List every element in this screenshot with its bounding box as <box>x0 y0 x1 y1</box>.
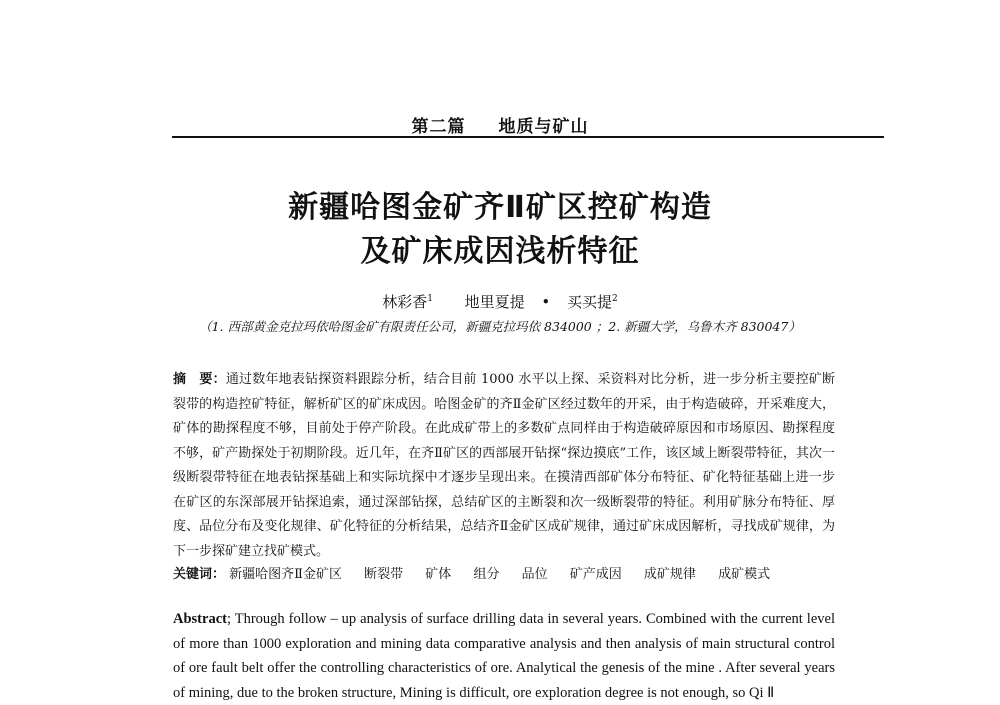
part-label: 第二篇 <box>411 117 466 137</box>
title-line-1: 新疆哈图金矿齐Ⅱ矿区控矿构造 <box>288 190 712 225</box>
section-header <box>0 112 1000 137</box>
keyword-item: 矿体 <box>425 567 452 582</box>
keyword-item: 成矿模式 <box>718 567 771 582</box>
abstract-en-text: ; Through follow – up analysis of surface drilling data in several years. Combined with the current level of more than 1000 exploration and mining data comparative analysis and then analysis of main structural control of ore fault belt offer the controlling characteristics of ore. Analytical the genesis of the mine . After several years of mining, due to the broken structure, Mining is difficult, ore exploration degree is not enough, so Qi Ⅱ <box>173 611 835 701</box>
section-label: 地质与矿山 <box>498 117 589 137</box>
abstract-cn-label: 摘 要： <box>173 372 226 387</box>
author-3: 买买提 <box>567 293 613 311</box>
abstract-chinese <box>173 368 835 564</box>
abstract-en-label: Abstract <box>173 611 227 627</box>
author-list <box>0 291 1000 312</box>
keyword-item: 新疆哈图齐Ⅱ金矿区 <box>229 567 342 582</box>
author-1: 林彩香 <box>382 293 428 311</box>
paper-title <box>0 186 1000 274</box>
abstract-cn-text: 通过数年地表钻探资料跟踪分析，结合目前 1000 水平以上探、采资料对比分析，进一步分析主要控矿断裂带的构造控矿特征，解析矿区的矿床成因。哈图金矿的齐Ⅱ金矿区经过数年的开采，由于构造破碎，开采难度大，矿体的勘探程度不够，目前处于停产阶段。在此成矿带上的多数矿点同样由于构造破碎原因和市场原因、勘探程度不够，矿产勘探处于初期阶段。近几年，在齐Ⅱ矿区的西部展开钻探“探边摸底”工作，该区域上断裂带特征，其次一级断裂带特征在地表钻探基础上和实际坑探中才逐步呈现出来。在摸清西部矿体分布特征、矿化特征基础上进一步在矿区的东深部展开钻探追索，通过深部钻探，总结矿区的主断裂和次一级断裂带的特征。利用矿脉分布特征、厚度、品位分布及变化规律、矿化特征的分析结果，总结齐Ⅱ金矿区成矿规律，通过矿床成因解析，寻找成矿规律，为下一步探矿建立找矿模式。 <box>173 372 835 559</box>
title-line-2: 及矿床成因浅析特征 <box>360 234 640 269</box>
header-rule <box>172 136 884 138</box>
author-separator: • <box>541 293 551 311</box>
keywords <box>173 565 835 585</box>
affiliations: （1. 西部黄金克拉玛依哈图金矿有限责任公司，新疆克拉玛依 834000 ；2. 新疆大学，乌鲁木齐 830047） <box>199 319 801 334</box>
author-3-affil-mark: 2 <box>612 294 618 304</box>
author-2: 地里夏提 <box>464 293 525 311</box>
abstract-english <box>173 607 835 705</box>
keywords-label: 关键词： <box>173 567 226 582</box>
keyword-item: 矿产成因 <box>569 567 622 582</box>
author-1-affil-mark: 1 <box>427 294 433 304</box>
keyword-item: 品位 <box>521 567 548 582</box>
keyword-item: 断裂带 <box>364 567 404 582</box>
keyword-item: 组分 <box>473 567 500 582</box>
keyword-item: 成矿规律 <box>643 567 696 582</box>
